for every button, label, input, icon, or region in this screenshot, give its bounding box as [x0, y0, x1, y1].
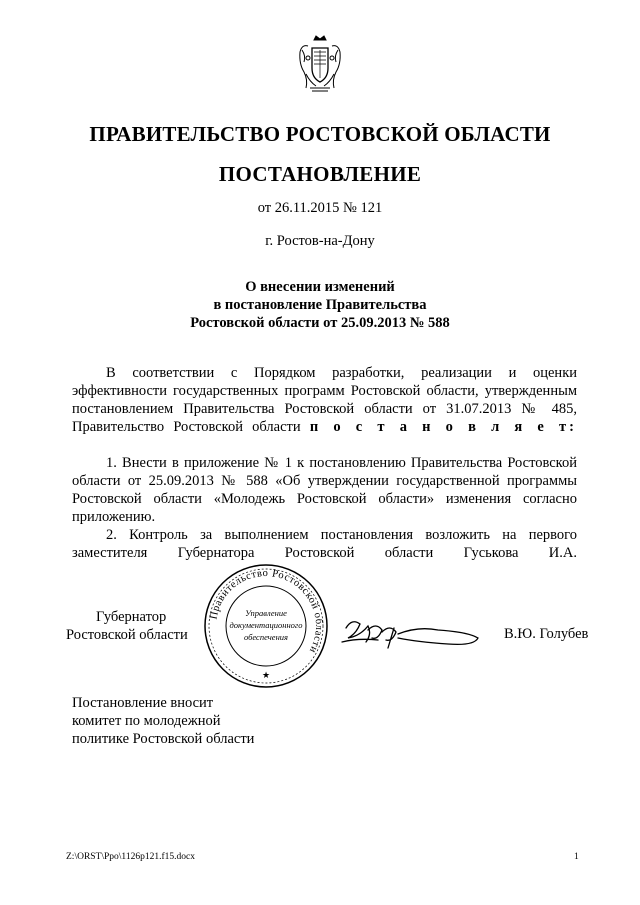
official-seal-icon [202, 562, 330, 690]
file-path-footer: Z:\ORST\Ppo\1126p121.f15.docx [66, 852, 195, 862]
submitted-by-note [72, 694, 254, 748]
government-title: ПРАВИТЕЛЬСТВО РОСТОВСКОЙ ОБЛАСТИ [89, 122, 551, 146]
submitted-by-line: политике Ростовской области [72, 731, 255, 747]
item-2-paragraph: 2. Контроль за выполнением постановления возложить на первого заместителя Губернатора Ростовской области Гуськова И.А. [72, 527, 577, 561]
handwritten-signature [338, 608, 488, 656]
signatory-position [66, 608, 188, 644]
page-number: 1 [574, 852, 579, 862]
preamble-paragraph [72, 364, 577, 436]
document-date-number: от 26.11.2015 № 121 [257, 200, 383, 216]
submitted-by-line: комитет по молодежной [72, 713, 221, 729]
coat-of-arms-icon [296, 34, 344, 96]
position-line: Ростовской области [66, 627, 188, 643]
document-subject [0, 278, 640, 332]
decision-word: п о с т а н о в л я е т: [309, 419, 577, 435]
subject-line: Ростовской области от 25.09.2013 № 588 [190, 315, 450, 331]
preamble-text: В соответствии с Порядком разработки, реализации и оценки эффективности государственных программ Ростовской области, утвержденным постановлением Правительства Ростовской области от 31.07.2013 № 485, Правительство Ростовской области [72, 365, 577, 435]
document-type-title: ПОСТАНОВЛЕНИЕ [218, 162, 422, 186]
item-1-paragraph: 1. Внести в приложение № 1 к постановлению Правительства Ростовской области от 25.09.2013 № 588 «Об утверждении государственной программы Ростовской области «Молодежь Ростовской области» изменения согласно приложению. [72, 455, 577, 525]
subject-line: в постановление Правительства [213, 297, 427, 313]
seal-outer-text: Правительство Ростовской области [208, 567, 325, 655]
seal-inner-line: обеспечения [243, 632, 289, 642]
document-city: г. Ростов-на-Дону [265, 233, 375, 249]
submitted-by-line: Постановление вносит [72, 695, 214, 711]
subject-line: О внесении изменений [245, 279, 395, 295]
seal-inner-line: Управление [245, 608, 287, 618]
svg-text:★: ★ [261, 670, 271, 680]
signatory-name: В.Ю. Голубев [504, 626, 589, 642]
position-line: Губернатор [96, 609, 167, 625]
seal-inner-line: документационного [229, 620, 303, 630]
